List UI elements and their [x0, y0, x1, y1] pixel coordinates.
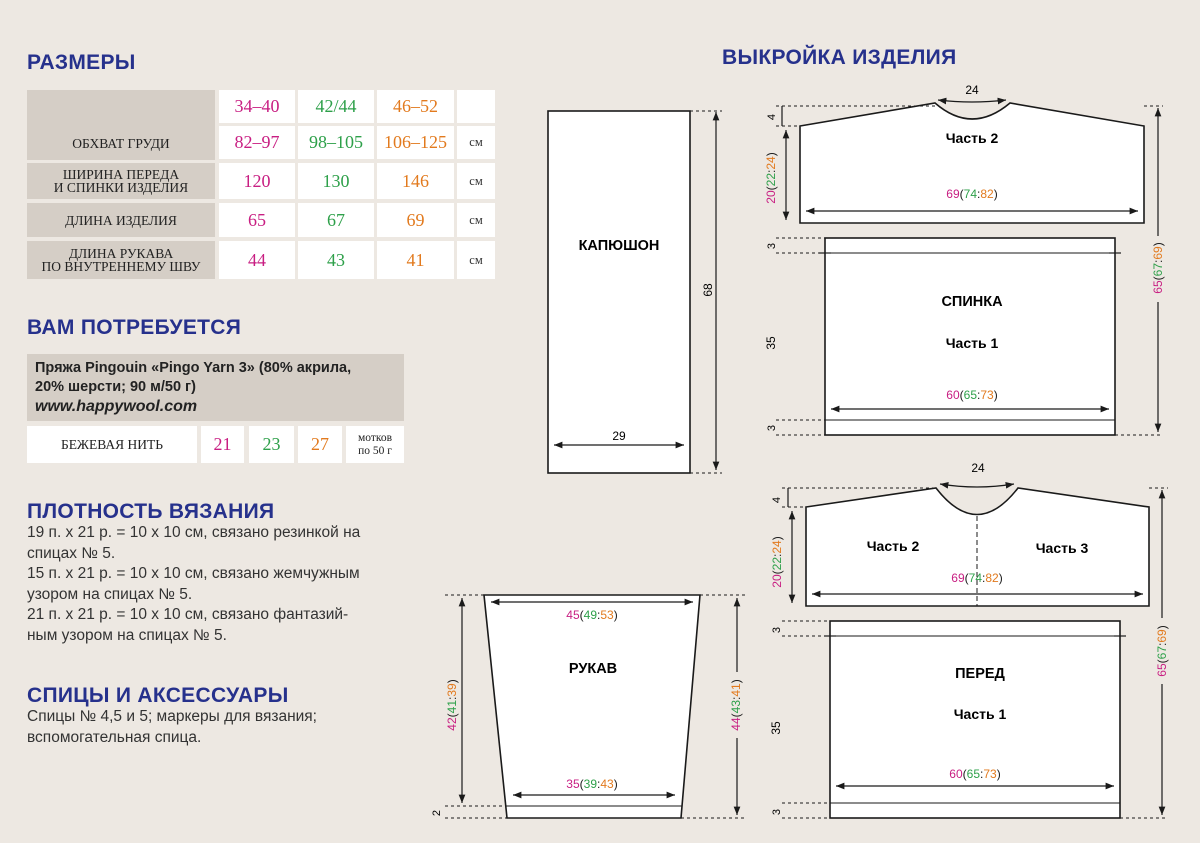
measure-sep: (: [962, 767, 967, 781]
measure-size1: 45: [566, 608, 580, 622]
measure-size2: 65: [963, 388, 978, 402]
size-header-1: 34–40: [219, 90, 295, 123]
row-label-length: ДЛИНА ИЗДЕЛИЯ: [27, 203, 215, 237]
skeins-size1: 21: [201, 426, 244, 463]
front-total-label: [1155, 625, 1169, 676]
measure-sep: (: [764, 186, 778, 191]
measure-size2: 74: [968, 571, 983, 585]
measure-sep: :: [445, 696, 459, 700]
measure-size1: 65: [1155, 663, 1169, 677]
yarn-color-label: БЕЖЕВАЯ НИТЬ: [27, 426, 197, 463]
measure-size1: 42: [445, 717, 459, 731]
row-length-size2: 67: [298, 203, 374, 237]
measure-sep: (: [959, 388, 964, 402]
gauge-line: спицах № 5.: [27, 544, 116, 562]
row-sleeve-unit: см: [457, 241, 495, 279]
row-chest-size3: 106–125: [377, 126, 454, 159]
measure-size2: 22: [764, 172, 778, 187]
measure-sep: :: [1155, 642, 1169, 646]
measure-size3: 69: [1151, 246, 1165, 260]
measure-size3: 73: [980, 388, 994, 402]
skeins-size3: 27: [298, 426, 342, 463]
measure-sep: ): [996, 767, 1001, 781]
gauge-heading: ПЛОТНОСТЬ ВЯЗАНИЯ: [27, 500, 275, 523]
front-part2-label: Часть 2: [866, 538, 920, 554]
size-header-2: 42/44: [298, 90, 374, 123]
front-title: ПЕРЕД: [955, 666, 1005, 682]
measure-sep: ): [993, 388, 998, 402]
measure-sep: :: [597, 777, 601, 791]
measure-size1: 20: [770, 574, 784, 588]
needles-heading: СПИЦЫ И АКСЕССУАРЫ: [27, 684, 289, 707]
measure-sep: ): [613, 777, 618, 791]
measure-sep: (: [729, 713, 743, 718]
back-part2-label: Часть 2: [945, 130, 999, 146]
sleeve-top-label: [566, 608, 617, 622]
back-rib-bottom-label: 3: [766, 424, 778, 432]
gauge-line: ным узором на спицах № 5.: [27, 626, 227, 644]
gauge-line: 19 п. х 21 р. = 10 х 10 см, связано резинкой на: [27, 524, 361, 541]
sleeve-cuff-label: 2: [431, 809, 443, 817]
back-rib-top-label: 3: [766, 242, 778, 250]
lbl-sleeve-line-1: ДЛИНА РУКАВА: [68, 246, 174, 261]
measure-size1: 69: [951, 571, 965, 585]
sizes-heading: РАЗМЕРЫ: [27, 51, 136, 74]
measure-size2: 39: [583, 777, 598, 791]
measure-size1: 35: [566, 777, 580, 791]
needles-line: вспомогательная спица.: [27, 728, 202, 746]
measure-size3: 82: [980, 187, 994, 201]
measure-size2: 49: [583, 608, 598, 622]
front-yoke-width-label: [951, 571, 1002, 585]
measure-sep: :: [1151, 259, 1165, 263]
needles-line: Спицы № 4,5 и 5; маркеры для вязания;: [27, 708, 317, 725]
front-rib-bottom-label: 3: [771, 808, 783, 816]
back-body-height-label: 35: [764, 336, 778, 350]
measure-sep: :: [597, 608, 601, 622]
row-length-unit: см: [457, 203, 495, 237]
back-neck-label: 24: [965, 83, 979, 97]
measure-size2: 67: [1155, 645, 1169, 660]
size-header-3: 46–52: [377, 90, 454, 123]
measure-sep: ): [613, 608, 618, 622]
sleeve-left-label: [445, 679, 459, 730]
skeins-size2: 23: [249, 426, 294, 463]
row-width-size1: 120: [219, 163, 295, 199]
pattern-heading: ВЫКРОЙКА ИЗДЕЛИЯ: [722, 46, 957, 69]
hood-piece: [548, 111, 690, 473]
measure-sep: (: [579, 777, 584, 791]
measure-sep: :: [729, 696, 743, 700]
row-sleeve-size2: 43: [298, 241, 374, 279]
skeins-unit-line-2: по 50 г: [358, 444, 392, 457]
measure-size1: 65: [1151, 280, 1165, 294]
row-chest-size2: 98–105: [298, 126, 374, 159]
row-sleeve-size1: 44: [219, 241, 295, 279]
front-part1-label: Часть 1: [953, 706, 1007, 722]
front-part3-label: Часть 3: [1035, 540, 1089, 556]
measure-sep: ): [770, 536, 784, 541]
measure-sep: ): [764, 152, 778, 157]
yarn-website: www.happywool.com: [35, 398, 198, 415]
measure-size3: 24: [770, 540, 784, 554]
sleeve-title: РУКАВ: [568, 661, 618, 677]
measure-size2: 43: [729, 699, 743, 714]
measure-size3: 43: [600, 777, 614, 791]
measure-sep: (: [579, 608, 584, 622]
back-part1-label: Часть 1: [945, 335, 999, 351]
row-label-chest: ОБХВАТ ГРУДИ: [27, 126, 215, 160]
measure-sep: (: [1155, 659, 1169, 664]
back-total-label: [1151, 242, 1165, 293]
gauge-line: 15 п. х 21 р. = 10 х 10 см, связано жемчужным: [27, 565, 360, 582]
measure-size1: 60: [946, 388, 960, 402]
measure-size3: 41: [729, 683, 743, 697]
measure-sep: :: [977, 187, 981, 201]
hood-title: КАПЮШОН: [578, 238, 660, 254]
measure-sep: (: [964, 571, 969, 585]
yarn-line-2: 20% шерсти; 90 м/50 г): [35, 379, 196, 395]
front-body-width-label: [949, 767, 1000, 781]
front-neck-label: 24: [971, 461, 985, 475]
hood-width-label: 29: [612, 429, 626, 443]
back-title: СПИНКА: [941, 294, 1003, 310]
lbl-width-line-1: ШИРИНА ПЕРЕДА: [62, 167, 180, 182]
sleeve-bottom-label: [566, 777, 617, 791]
front-rib-top-label: 3: [771, 626, 783, 634]
row-length-size3: 69: [377, 203, 454, 237]
gauge-line: 21 п. х 21 р. = 10 х 10 см, связано фантазий-: [27, 606, 349, 623]
measure-sep: ): [729, 679, 743, 684]
front-neck-arrow: [940, 484, 1014, 487]
measure-sep: (: [445, 713, 459, 718]
front-body-height-label: 35: [769, 721, 783, 735]
back-body-width-label: [946, 388, 997, 402]
measure-size2: 74: [963, 187, 978, 201]
yarn-line-1: Пряжа Pingouin «Pingo Yarn 3» (80% акрила,: [35, 360, 352, 376]
measure-sep: :: [980, 767, 984, 781]
row-chest-unit: см: [457, 126, 495, 159]
row-chest-size1: 82–97: [219, 126, 295, 159]
lbl-sleeve-line-2: ПО ВНУТРЕННЕМУ ШВУ: [41, 259, 201, 274]
front-shoulder-label: 4: [771, 496, 783, 504]
measure-sep: :: [977, 388, 981, 402]
measure-sep: (: [1151, 276, 1165, 281]
measure-size2: 65: [966, 767, 981, 781]
row-width-unit: см: [457, 163, 495, 199]
skeins-unit-line-1: мотков: [357, 431, 393, 444]
measure-size1: 69: [946, 187, 960, 201]
gauge-line: узором на спицах № 5.: [27, 585, 193, 603]
measure-size3: 24: [764, 156, 778, 170]
measure-sep: :: [764, 169, 778, 173]
measure-sep: (: [959, 187, 964, 201]
measure-size1: 20: [764, 190, 778, 204]
back-yoke-width-label: [946, 187, 997, 201]
measure-size3: 53: [600, 608, 614, 622]
measure-size3: 69: [1155, 629, 1169, 643]
measure-sep: ): [993, 187, 998, 201]
hood-height-label: 68: [701, 283, 715, 297]
measure-sep: ): [998, 571, 1003, 585]
back-yoke-height-label: [764, 152, 778, 203]
row-width-size3: 146: [377, 163, 454, 199]
measure-size3: 73: [983, 767, 997, 781]
measure-sep: ): [1151, 242, 1165, 247]
row-length-size1: 65: [219, 203, 295, 237]
back-shoulder-label: 4: [766, 113, 778, 121]
measure-sep: ): [445, 679, 459, 684]
measure-size3: 39: [445, 683, 459, 697]
back-yoke-piece: [800, 103, 1144, 223]
front-yoke-height-label: [770, 536, 784, 587]
measure-sep: ): [1155, 625, 1169, 630]
measure-size1: 44: [729, 717, 743, 731]
materials-heading: ВАМ ПОТРЕБУЕТСЯ: [27, 316, 242, 339]
measure-size1: 60: [949, 767, 963, 781]
measure-size2: 67: [1151, 262, 1165, 277]
measure-sep: :: [982, 571, 986, 585]
measure-sep: (: [770, 570, 784, 575]
back-neck-arrow: [938, 100, 1006, 102]
measure-size2: 41: [445, 699, 459, 714]
row-width-size2: 130: [298, 163, 374, 199]
measure-sep: :: [770, 553, 784, 557]
sleeve-right-label: [729, 679, 743, 730]
lbl-width-line-2: И СПИНКИ ИЗДЕЛИЯ: [53, 180, 189, 195]
measure-size2: 22: [770, 556, 784, 571]
row-sleeve-size3: 41: [377, 241, 454, 279]
measure-size3: 82: [985, 571, 999, 585]
